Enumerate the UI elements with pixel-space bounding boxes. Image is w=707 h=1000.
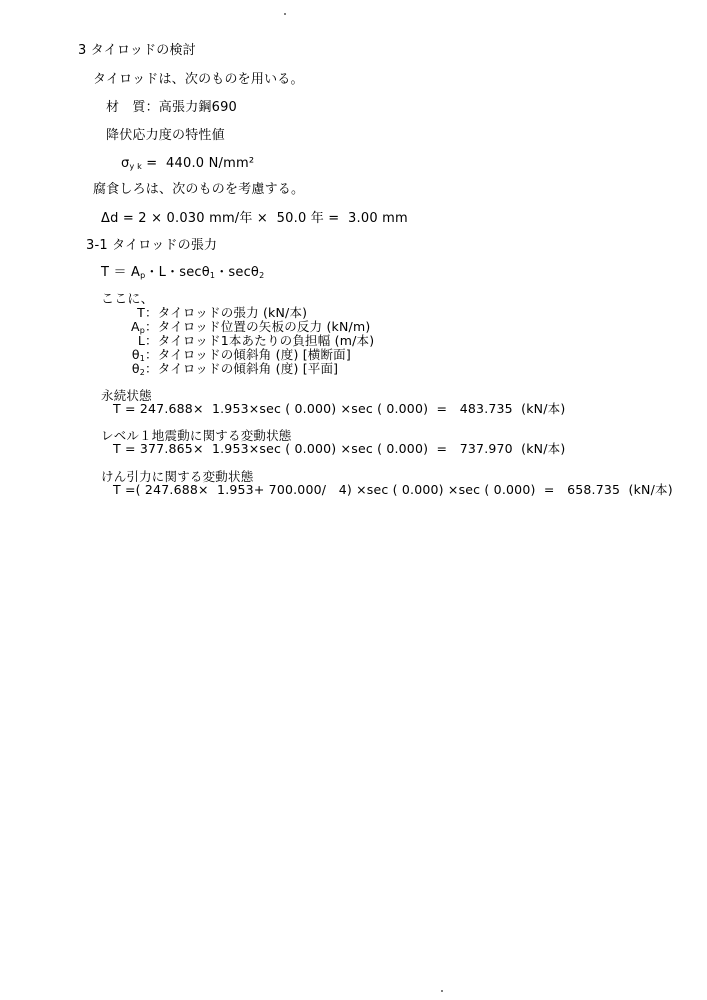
where-label: ここに、 <box>101 292 154 307</box>
yield-heading: 降伏応力度の特性値 <box>106 128 225 143</box>
case-calc: T = 247.688× 1.953×sec ( 0.000) ×sec ( 0.000) = 483.735 (kN/本) <box>113 401 566 416</box>
tension-formula <box>101 266 264 283</box>
corrosion-intro: 腐食しろは、次のものを考慮する。 <box>93 182 305 197</box>
case-calc: T =( 247.688× 1.953+ 700.000/ 4) ×sec ( 0.000) ×sec ( 0.000) = 658.735 (kN/本) <box>113 482 673 497</box>
formula-part-3: ・secθ <box>215 265 260 280</box>
definition-row <box>115 362 338 379</box>
scan-speck <box>284 13 286 15</box>
subsection-heading: 3-1 タイロッドの張力 <box>86 238 218 253</box>
case-title: けん引力に関する変動状態 <box>101 469 254 484</box>
definition-text: ：タイロッドの傾斜角 (度) [平面] <box>145 361 339 376</box>
case-title: 永続状態 <box>101 388 152 403</box>
yield-subscript: y k <box>129 162 142 171</box>
formula-subscript-p: p <box>140 271 146 280</box>
definition-text: ：タイロッド1本あたりの負担幅 (m/本) <box>145 333 375 348</box>
section-heading: 3 タイロッドの検討 <box>78 43 196 58</box>
definition-symbol: $\theta_1$ <box>131 347 145 363</box>
corrosion-formula: Δd = 2 × 0.030 mm/年 × 50.0 年 = 3.00 mm <box>101 211 408 226</box>
formula-subscript-1: 1 <box>209 271 216 280</box>
case-calc: T = 377.865× 1.953×sec ( 0.000) ×sec ( 0.000) = 737.970 (kN/本) <box>113 441 566 456</box>
yield-symbol: σ <box>121 156 130 171</box>
formula-part-1: T ＝ A <box>101 265 141 280</box>
intro-text: タイロッドは、次のものを用いる。 <box>93 72 304 87</box>
scan-speck <box>441 990 443 992</box>
yield-value: = 440.0 N/mm² <box>141 156 255 171</box>
yield-value-line <box>121 157 254 174</box>
definition-symbol: L <box>137 333 145 348</box>
definition-text: ：タイロッド位置の矢板の反力 (kN/m) <box>145 319 371 334</box>
definition-text: ：タイロッドの傾斜角 (度) [横断面] <box>145 347 351 362</box>
definition-symbol: T <box>137 305 145 320</box>
definition-symbol: $A_p$ <box>130 319 145 335</box>
case-title: レベル１地震動に関する変動状態 <box>101 428 292 443</box>
definition-symbol: $\theta_2$ <box>131 361 145 377</box>
formula-subscript-2: 2 <box>259 271 265 280</box>
material-line: 材 質：高張力鋼690 <box>106 100 238 115</box>
formula-part-2: ・L・secθ <box>145 265 210 280</box>
definition-text: ：タイロッドの張力 (kN/本) <box>145 305 308 320</box>
